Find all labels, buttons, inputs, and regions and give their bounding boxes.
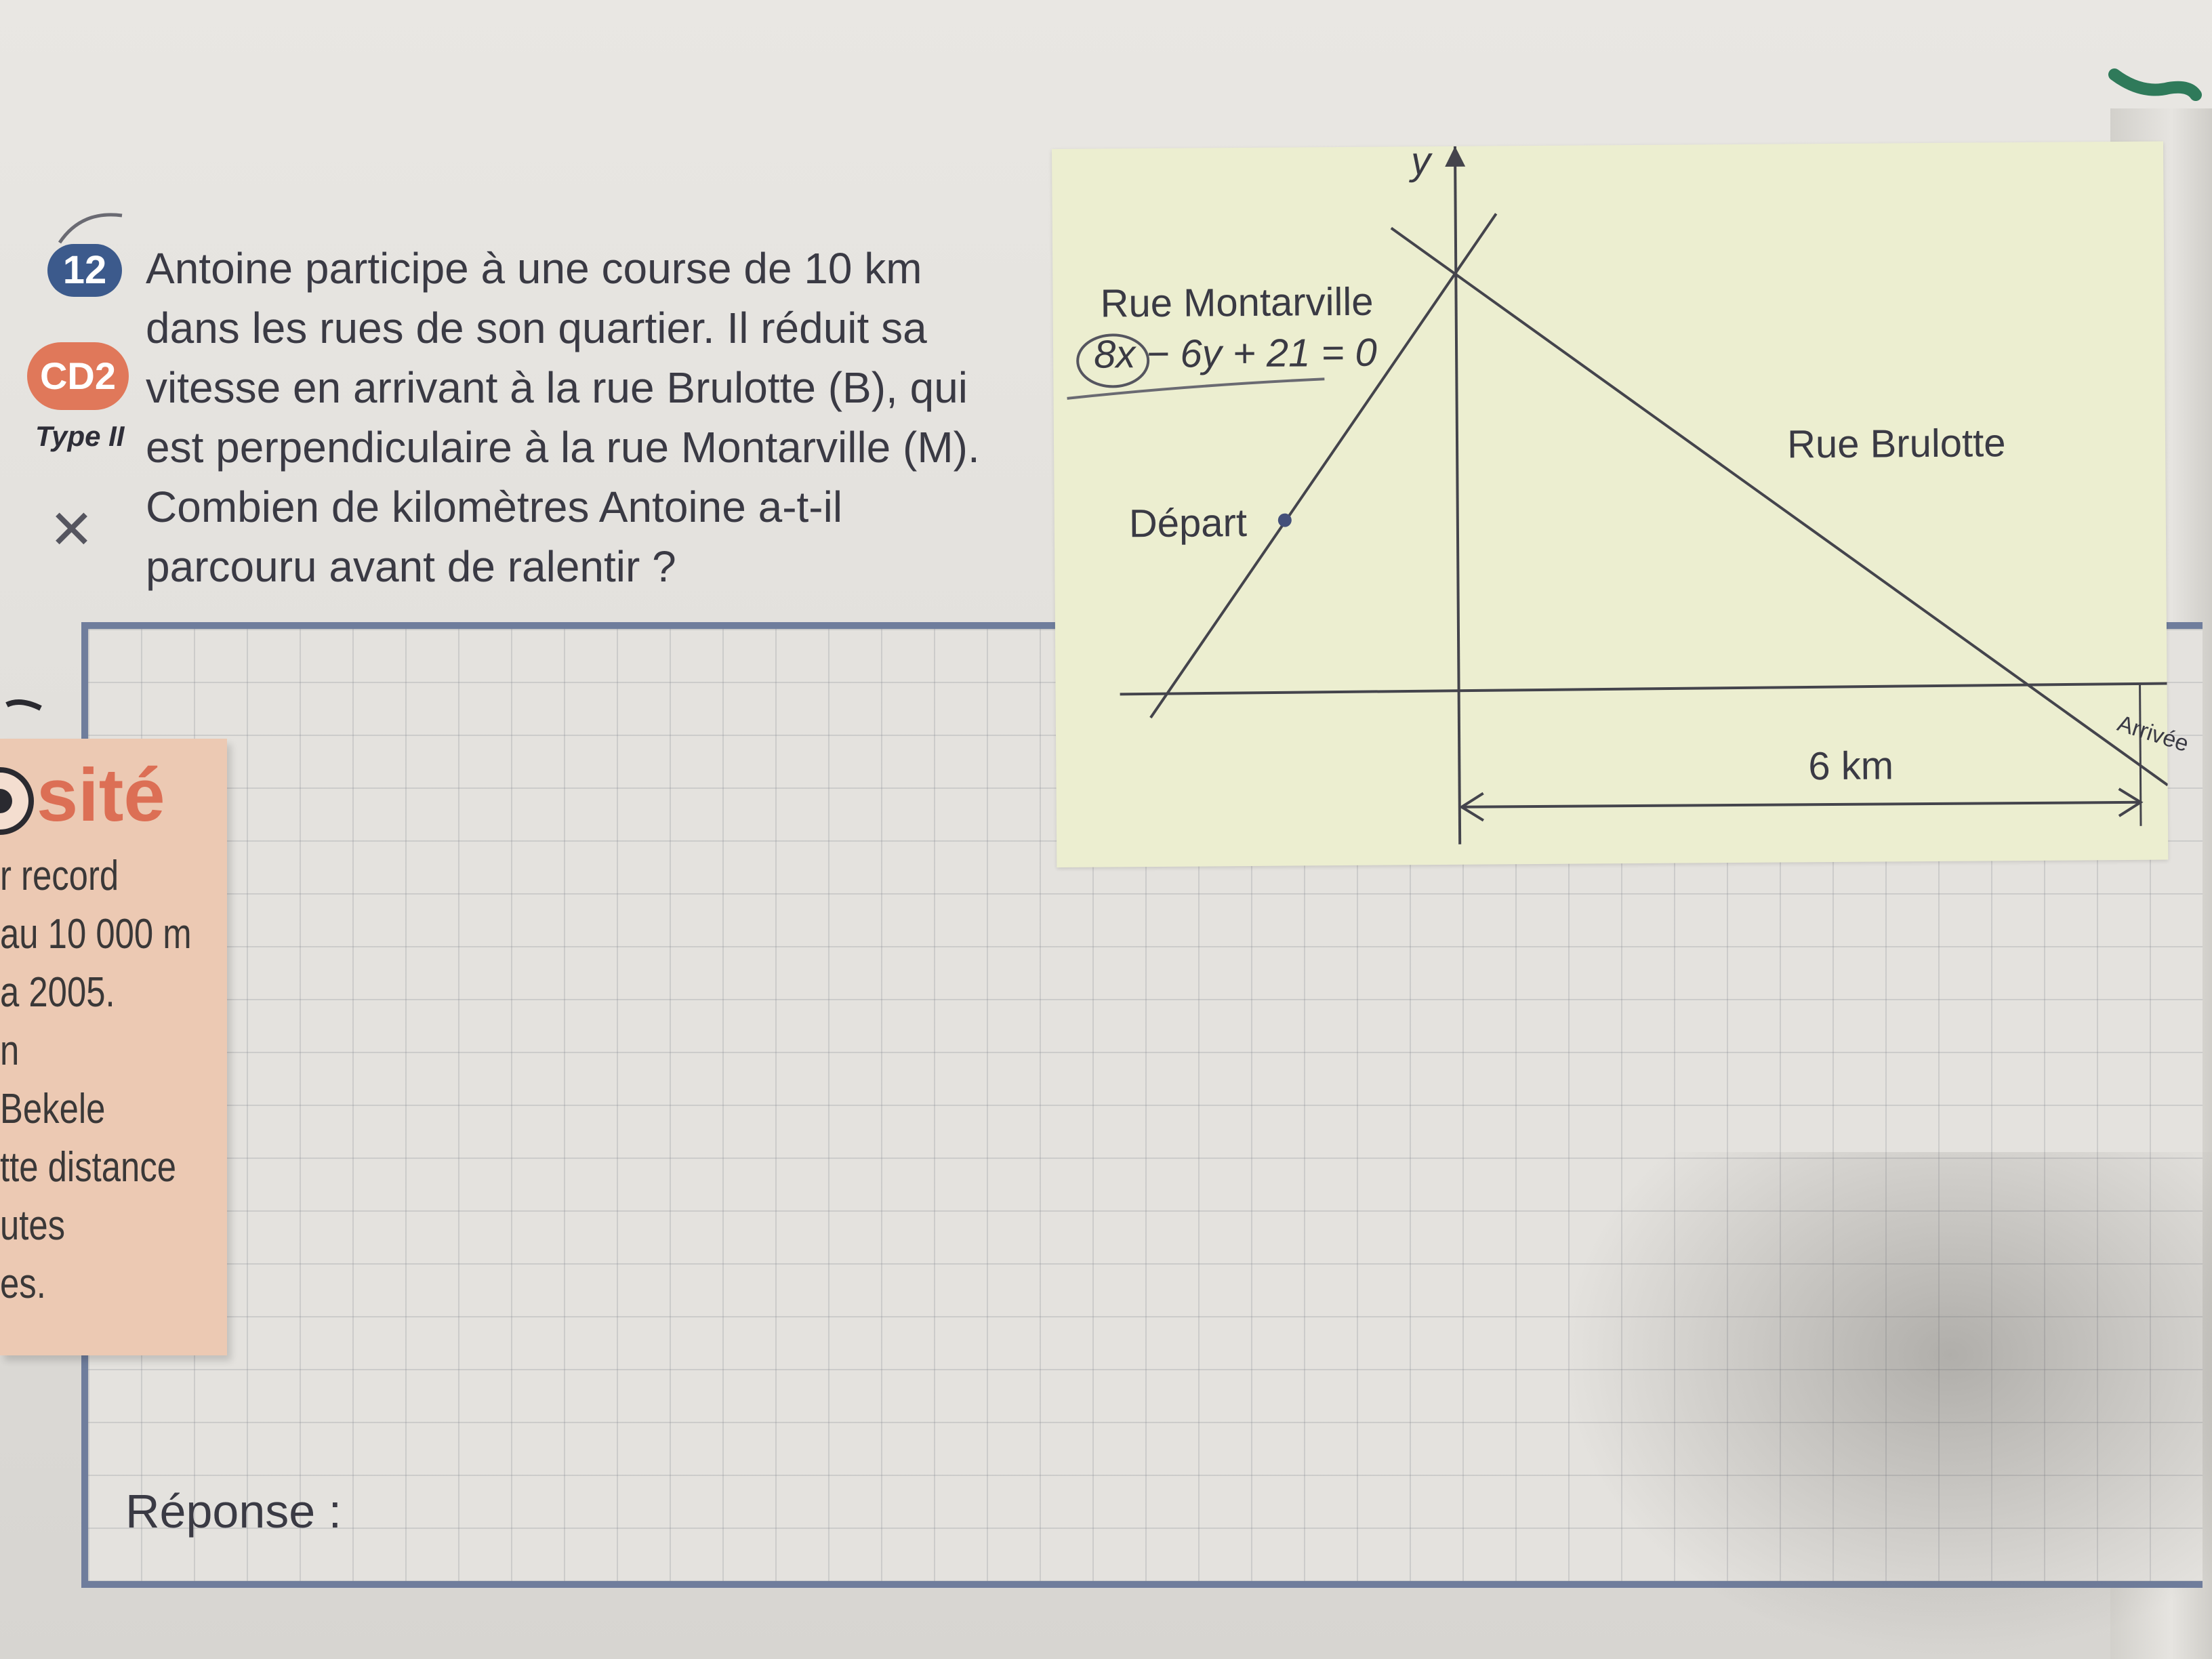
competency-badge: CD2 [27, 342, 129, 410]
sidebar-line: au 10 000 m [0, 911, 192, 958]
axis-y-label: y [1410, 139, 1431, 184]
problem-line: vitesse en arrivant à la rue Brulotte (B), qui [146, 363, 968, 412]
problem-number-badge: 12 [47, 244, 122, 297]
problem-line: Combien de kilomètres Antoine a-t-il [146, 483, 843, 531]
street-m-equation: 8x − 6y + 21 = 0 [1093, 330, 1377, 377]
distance-tick-right [2140, 684, 2141, 826]
type-label: Type II [35, 420, 125, 452]
shadow [1559, 1152, 2212, 1659]
start-point [1278, 514, 1292, 527]
sidebar-title-text: sité [37, 754, 165, 837]
problem-line: dans les rues de son quartier. Il réduit sa [146, 304, 927, 352]
sidebar-line: Bekele [0, 1086, 106, 1132]
distance-line [1462, 802, 2141, 807]
street-b-line [1391, 223, 2168, 791]
start-label: Départ [1128, 501, 1248, 546]
y-axis [1455, 146, 1460, 844]
x-axis [1120, 684, 2167, 695]
answer-label: Réponse : [125, 1485, 342, 1538]
problem-line: est perpendiculaire à la rue Montarville (M). [146, 423, 980, 472]
sidebar-line: a 2005. [0, 969, 115, 1016]
sidebar-line: r record [0, 853, 119, 899]
y-axis-arrow [1445, 146, 1465, 167]
street-map-figure [1052, 139, 2192, 867]
problem-line: parcouru avant de ralentir ? [146, 542, 676, 591]
end-label: Arrivée [2114, 710, 2192, 758]
distance-label: 6 km [1808, 743, 1894, 789]
pencil-underline-mark [1067, 379, 1324, 398]
record-dot-icon [0, 767, 34, 835]
cross-mark-icon: ✕ [49, 499, 95, 560]
sidebar-line: n [0, 1027, 20, 1074]
sidebar-line: es. [0, 1261, 46, 1307]
sidebar-title [0, 752, 165, 838]
street-b-name: Rue Brulotte [1786, 421, 2006, 467]
sidebar-line: utes [0, 1202, 66, 1249]
curiosity-sidebar [0, 739, 227, 1355]
problem-line: Antoine participe à une course de 10 km [146, 244, 922, 293]
sidebar-line: tte distance [0, 1144, 177, 1191]
street-m-name: Rue Montarville [1100, 279, 1374, 326]
problem-statement [146, 239, 1054, 596]
sidebar-text [0, 847, 192, 1313]
